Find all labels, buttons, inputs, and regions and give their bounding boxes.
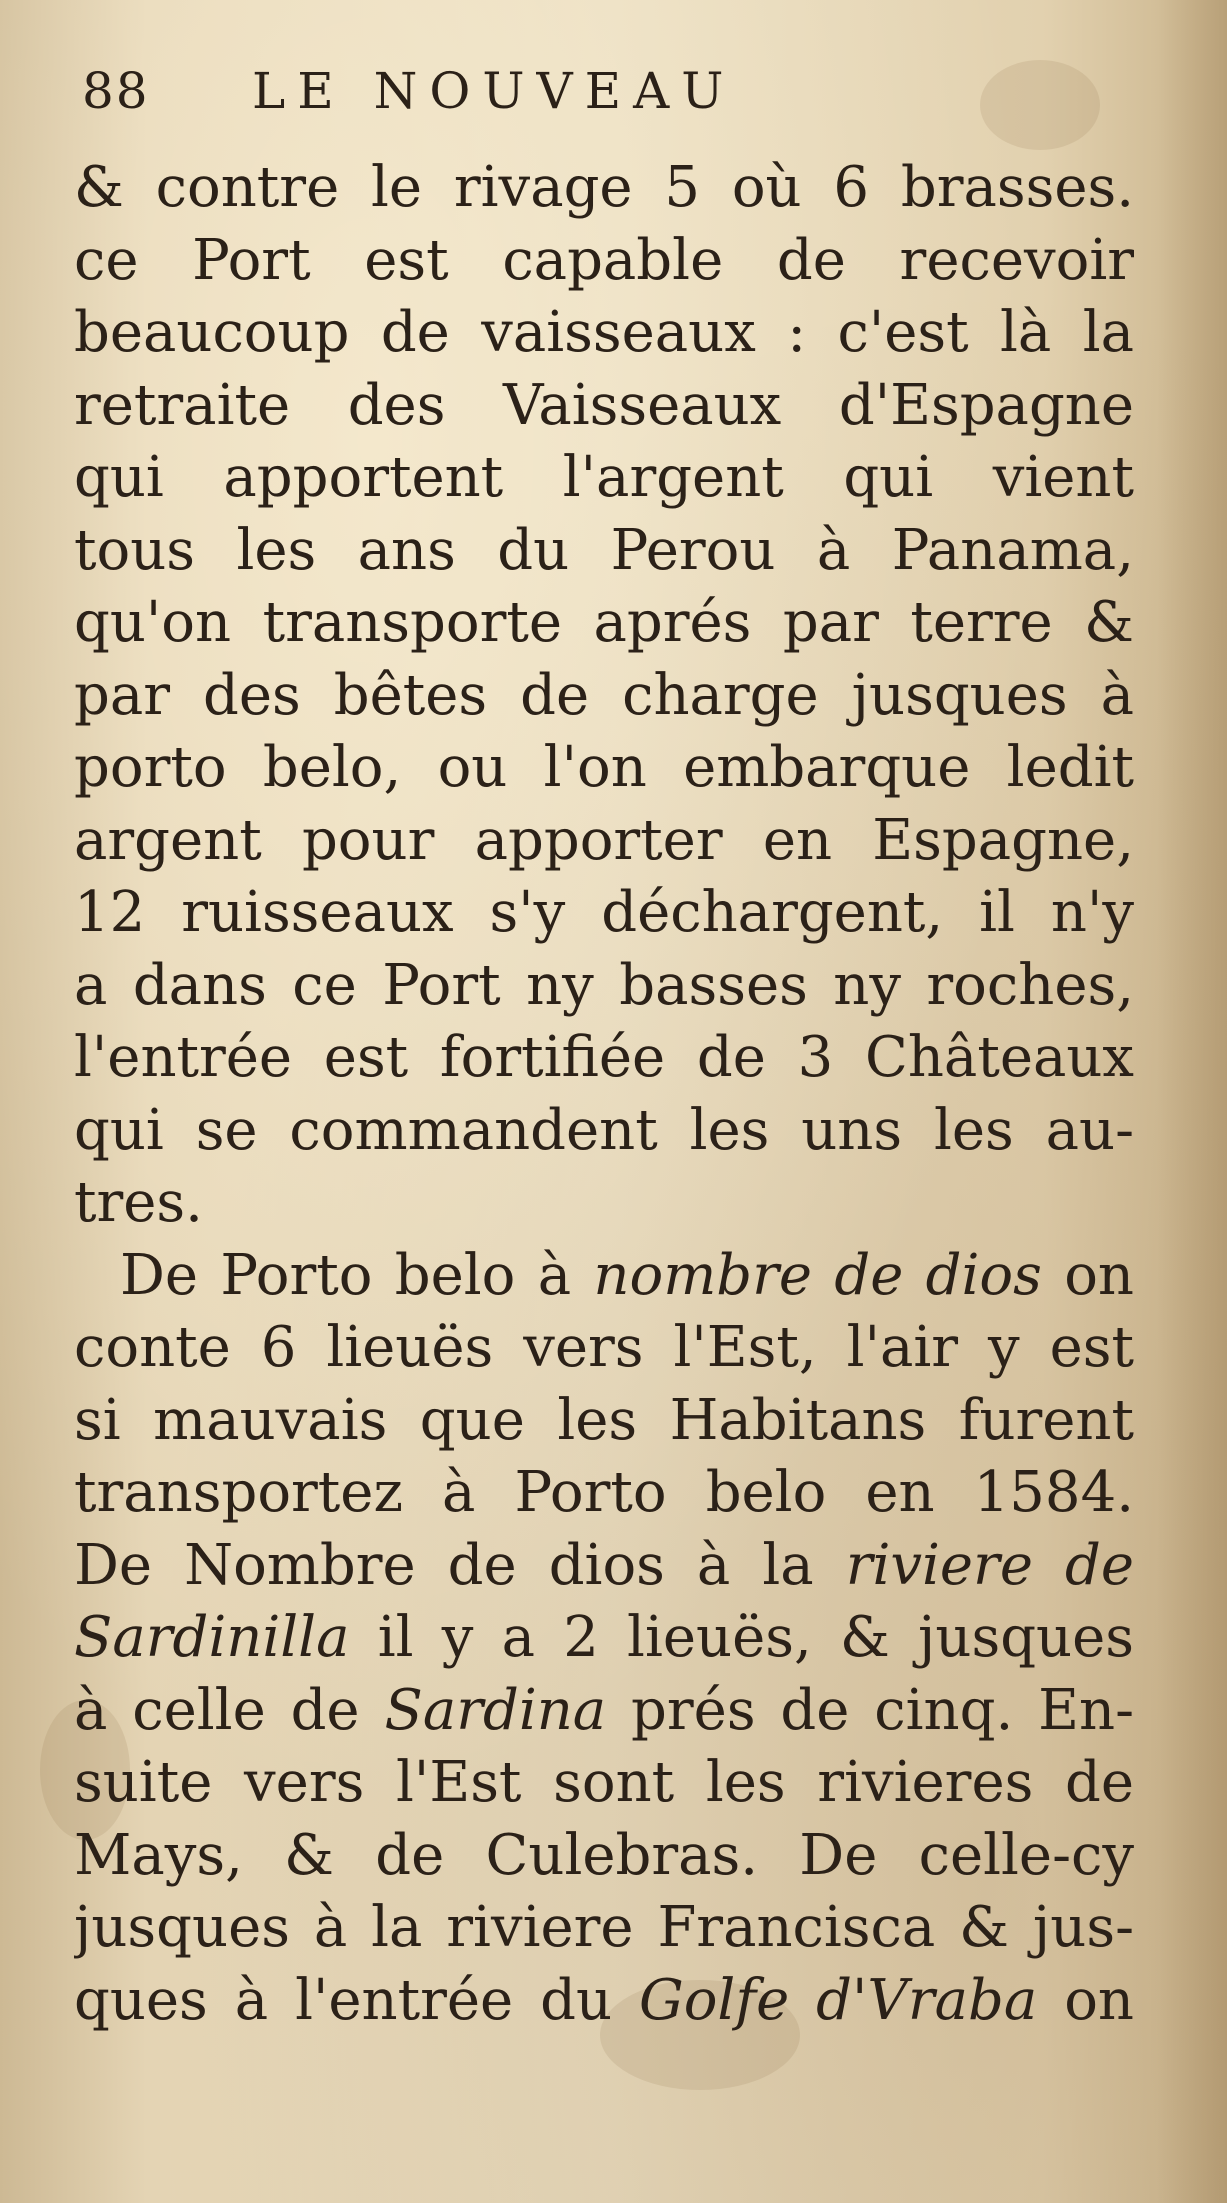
text-line: par des bêtes de charge jusques à <box>74 662 1134 728</box>
text-line: argent pour apporter en Espagne, <box>74 807 1134 873</box>
page-header <box>82 62 1142 142</box>
text-line: 12 ruisseaux s'y déchargent, il n'y <box>74 880 1134 945</box>
text-line: qui se commandent les uns les au- <box>74 1097 1134 1163</box>
text-line: a dans ce Port ny basses ny roches, <box>74 952 1134 1018</box>
text-line: Sardinilla il y a 2 lieuës, & jusques <box>74 1605 1134 1670</box>
page-edge-shadow <box>1157 0 1227 2203</box>
text-line: tres. <box>74 1170 203 1235</box>
text-line: transportez à Porto belo en 1584. <box>74 1460 1134 1525</box>
text-line: retraite des Vaisseaux d'Espagne <box>74 372 1134 438</box>
text-line: qu'on transporte aprés par terre & <box>74 590 1134 655</box>
text-line: ques à l'entrée du Golfe d'Vraba on <box>74 1967 1134 2033</box>
text-line: Mays, & de Culebras. De celle-cy <box>74 1822 1134 1888</box>
text-line: ce Port est capable de recevoir <box>74 227 1134 293</box>
text-line: & contre le rivage 5 où 6 brasses. <box>74 155 1134 220</box>
text-line: beaucoup de vaisseaux : c'est là la <box>74 300 1134 365</box>
text-line: l'entrée est fortifiée de 3 Châteaux <box>74 1025 1134 1090</box>
running-head: LE NOUVEAU <box>252 62 736 120</box>
text-line: suite vers l'Est sont les rivieres de <box>74 1750 1134 1815</box>
text-line: De Porto belo à nombre de dios on <box>120 1242 1134 1308</box>
text-line: à celle de Sardina prés de cinq. En- <box>74 1677 1134 1743</box>
text-line: qui apportent l'argent qui vient <box>74 445 1134 510</box>
text-line: porto belo, ou l'on embarque ledit <box>74 735 1134 800</box>
text-line: tous les ans du Perou à Panama, <box>74 517 1134 583</box>
text-line: conte 6 lieuës vers l'Est, l'air y est <box>74 1315 1134 1380</box>
body-text <box>74 152 1134 2037</box>
page-number: 88 <box>82 62 150 120</box>
text-line: si mauvais que les Habitans furent <box>74 1387 1134 1453</box>
text-line: jusques à la riviere Francisca & jus- <box>74 1895 1134 1960</box>
text-line: De Nombre de dios à la riviere de <box>74 1532 1134 1598</box>
